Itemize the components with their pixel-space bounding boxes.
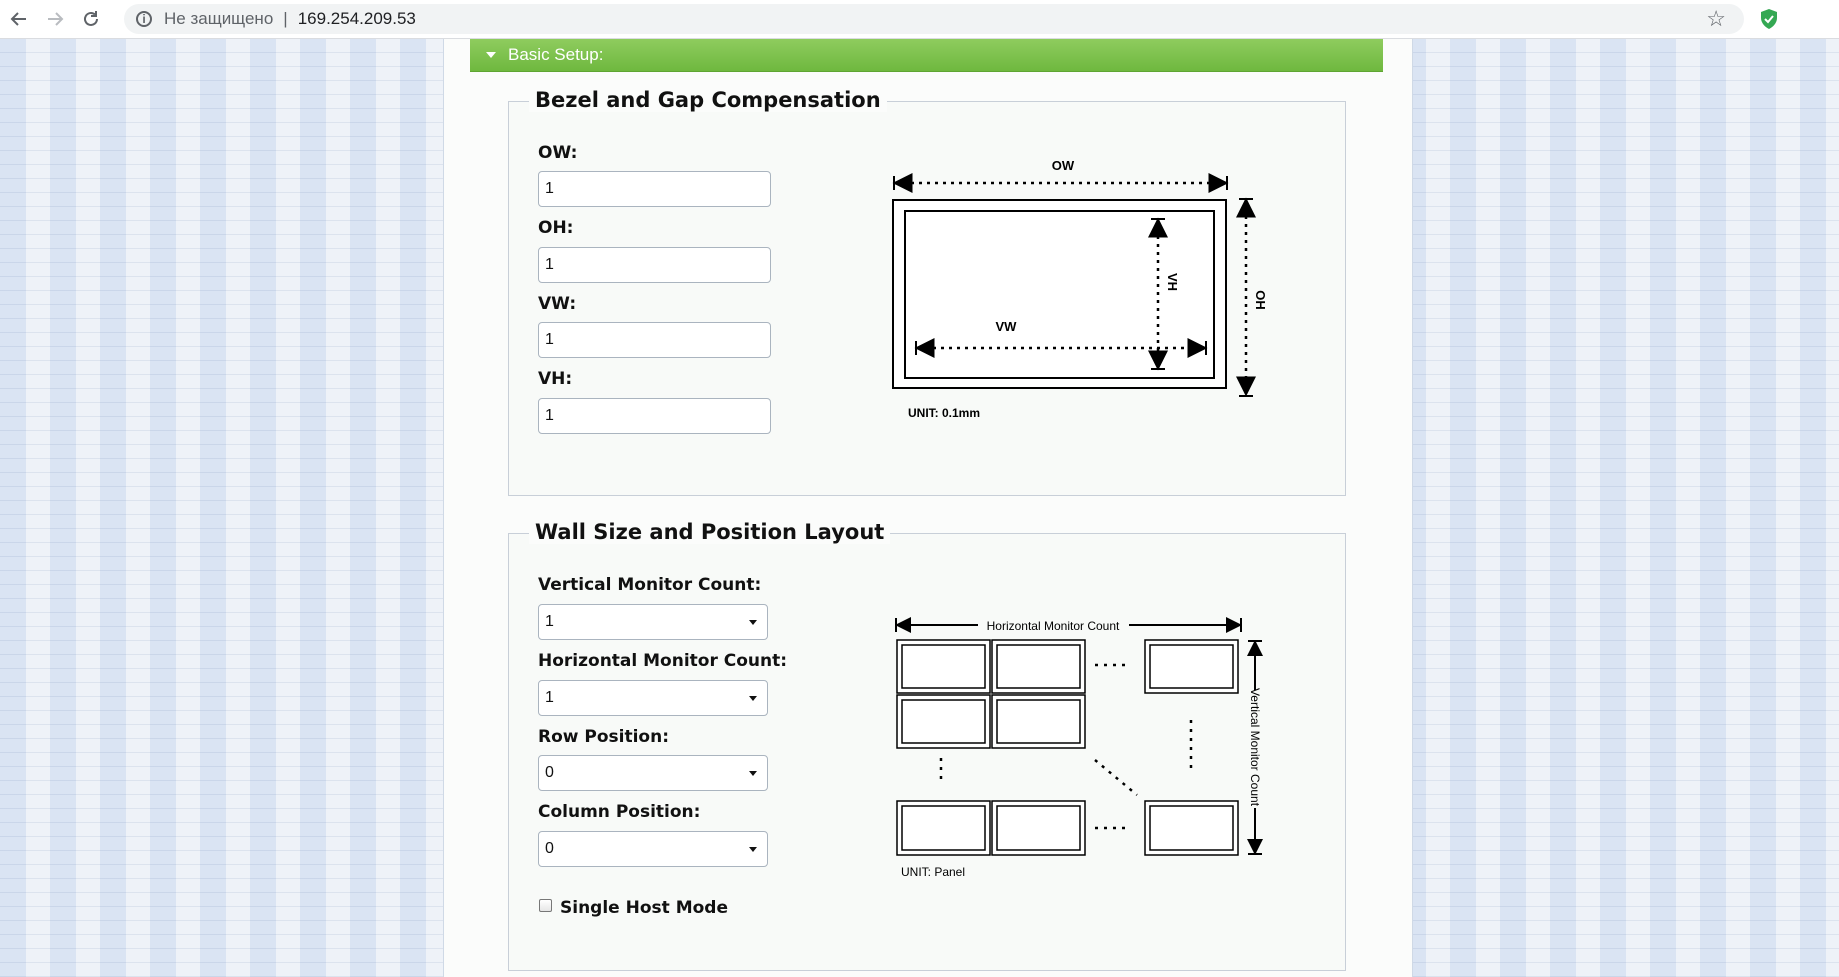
row-position-label: Row Position: xyxy=(538,727,670,747)
basic-setup-header[interactable] xyxy=(470,39,1383,72)
shield-extension-icon[interactable] xyxy=(1758,7,1780,31)
caret-down-icon xyxy=(486,52,496,58)
row-position-value: 0 xyxy=(545,764,554,781)
vh-label: VH: xyxy=(538,369,573,389)
dropdown-arrow-icon xyxy=(749,771,757,776)
horizontal-count-diagram-label: Horizontal Monitor Count xyxy=(986,619,1120,633)
address-bar[interactable] xyxy=(124,4,1744,34)
dropdown-arrow-icon xyxy=(749,696,757,701)
forward-arrow-icon[interactable] xyxy=(38,2,72,36)
address-separator: | xyxy=(283,9,288,28)
vw-input[interactable] xyxy=(538,322,771,358)
single-host-mode-checkbox[interactable] xyxy=(539,899,552,912)
bezel-gap-title: Bezel and Gap Compensation xyxy=(529,88,887,112)
bezel-diagram xyxy=(880,150,1280,430)
bezel-unit-label: UNIT: 0.1mm xyxy=(908,406,981,420)
back-arrow-icon[interactable] xyxy=(2,2,36,36)
bookmark-star-icon[interactable]: ☆ xyxy=(1706,6,1726,31)
ow-diagram-label: OW xyxy=(1051,158,1075,173)
vh-diagram-label: VH xyxy=(1165,272,1180,292)
vertical-monitor-count-label: Vertical Monitor Count: xyxy=(538,575,762,595)
viewable-area-rect xyxy=(905,211,1214,378)
wall-unit-label: UNIT: Panel xyxy=(901,865,966,879)
vw-label: VW: xyxy=(538,294,577,314)
vertical-monitor-count-value: 1 xyxy=(545,613,554,630)
browser-toolbar xyxy=(0,0,1839,39)
row-position-select[interactable] xyxy=(538,755,768,791)
url-text[interactable]: 169.254.209.53 xyxy=(297,9,416,28)
wall-layout-diagram xyxy=(885,610,1285,890)
dropdown-arrow-icon xyxy=(749,847,757,852)
oh-input[interactable] xyxy=(538,247,771,283)
oh-diagram-label: OH xyxy=(1253,290,1268,310)
wall-layout-title: Wall Size and Position Layout xyxy=(529,520,890,544)
column-position-label: Column Position: xyxy=(538,802,701,822)
basic-setup-label: Basic Setup: xyxy=(508,45,604,64)
security-status[interactable]: Не защищено xyxy=(164,9,274,28)
horizontal-monitor-count-value: 1 xyxy=(545,689,554,706)
horizontal-monitor-count-label: Horizontal Monitor Count: xyxy=(538,651,788,671)
column-position-select[interactable] xyxy=(538,831,768,867)
ellipsis-diagonal xyxy=(1095,760,1137,795)
ow-label: OW: xyxy=(538,143,578,163)
reload-icon[interactable] xyxy=(74,2,108,36)
vertical-monitor-count-select[interactable] xyxy=(538,604,768,640)
horizontal-monitor-count-select[interactable] xyxy=(538,680,768,716)
single-host-mode-label[interactable]: Single Host Mode xyxy=(560,898,728,918)
oh-label: OH: xyxy=(538,218,574,238)
ow-input[interactable] xyxy=(538,171,771,207)
vw-diagram-label: VW xyxy=(995,319,1017,334)
dropdown-arrow-icon xyxy=(749,620,757,625)
vertical-count-diagram-label: Vertical Monitor Count xyxy=(1248,687,1262,807)
info-icon[interactable]: i xyxy=(136,11,152,27)
column-position-value: 0 xyxy=(545,840,554,857)
vh-input[interactable] xyxy=(538,398,771,434)
panel-grid xyxy=(897,640,1238,855)
